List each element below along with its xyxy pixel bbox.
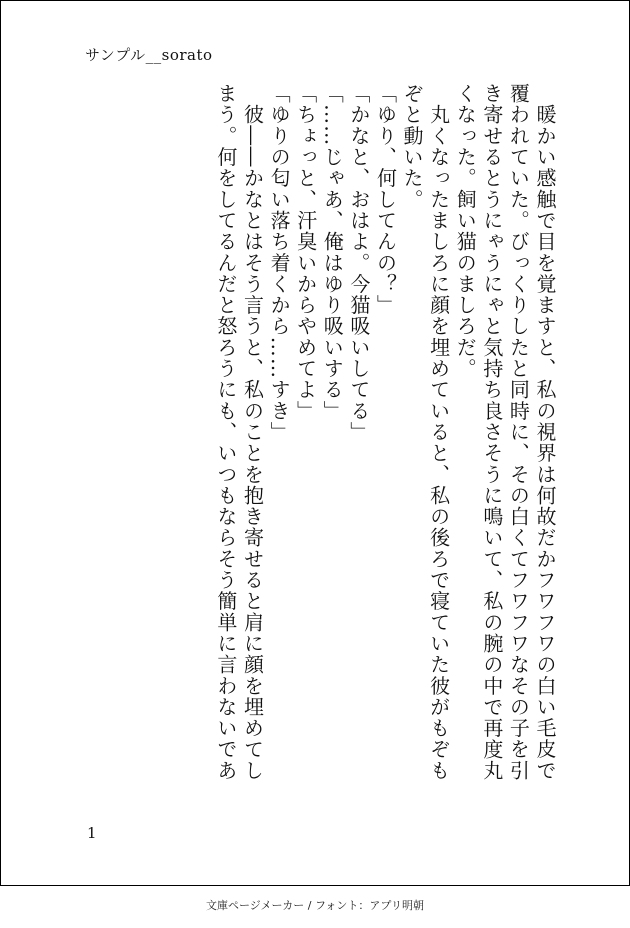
dialogue-line: 「ちょっと、汗臭いからやめてよ」 (293, 83, 318, 422)
paragraph: 丸くなったましろに顔を埋めていると、私の後ろで寝ていた彼がもぞもぞと動いた。 (400, 83, 451, 781)
page-number: 1 (87, 824, 97, 842)
paragraph: 彼――かなとはそう言うと、私のことを抱き寄せると肩に顔を埋めてしまう。何をしてるんだと怒ろうにも、いつもならそう簡単に言わないであ (213, 83, 265, 781)
dialogue-line: 「ゆりの匂い落ち着くから……すき」 (267, 83, 292, 443)
dialogue-line: 「……じゃあ、俺はゆり吸いする」 (320, 83, 345, 422)
paragraph: 暖かい感触で目を覚ますと、私の視界は何故だかフワフワの白い毛皮で覆われていた。びっくりしたと同時に、その白くてフワフワなその子を引き寄せるとうにゃうにゃと気持ち良さそうに鳴いて、私の腕の中で再度丸くなった。飼い猫のましろだ。 (453, 83, 557, 781)
dialogue-line: 「かなと、おはよ。今猫吸いしてる」 (346, 83, 371, 443)
page-header-title: サンプル__sorato (85, 46, 213, 64)
vertical-body-text (212, 83, 558, 798)
footer-credit: 文庫ページメーカー / フォント：アプリ明朝 (206, 899, 424, 912)
dialogue-line: 「ゆり、何してんの？」 (373, 83, 398, 316)
